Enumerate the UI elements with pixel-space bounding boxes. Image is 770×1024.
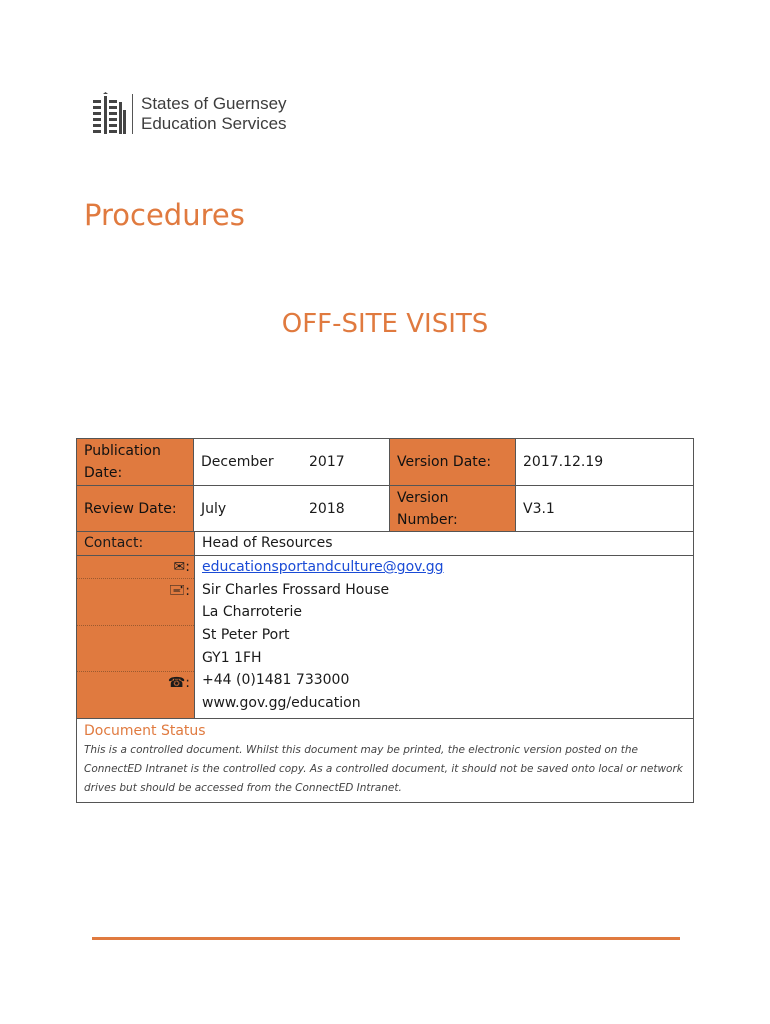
address-line-2: La Charroterie [202, 604, 302, 621]
phone-label-cell [77, 672, 194, 695]
website-spacer [77, 695, 194, 718]
table-row-review [77, 486, 693, 532]
telephone-icon: ☎ [167, 675, 186, 692]
envelope-icon: ✉ [173, 559, 186, 576]
address-line-1: Sir Charles Frossard House [202, 581, 390, 598]
logo [90, 92, 287, 136]
address-spacer [77, 626, 194, 649]
website: www.gov.gg/education [202, 695, 361, 712]
address-spacer [77, 648, 194, 672]
org-name [141, 94, 287, 134]
version-number-value: V3.1 [523, 500, 555, 517]
document-heading: OFF-SITE VISITS [281, 309, 489, 339]
contact-name: Head of Resources [195, 532, 693, 556]
document-status-title: Document Status [84, 722, 206, 739]
table-row-publication [77, 439, 693, 486]
publication-date-label: Publication Date: [77, 439, 194, 485]
logo-divider [132, 94, 133, 134]
document-status [77, 719, 693, 802]
footer-rule [92, 937, 680, 940]
org-line-1: States of Guernsey [141, 94, 287, 113]
publication-month: December [201, 454, 274, 470]
email-line [195, 556, 693, 579]
review-date-label: Review Date: [77, 486, 194, 531]
contact-values [195, 532, 693, 718]
address-line-4: GY1 1FH [202, 649, 262, 666]
publication-year: 2017 [309, 454, 345, 470]
review-month: July [201, 500, 227, 517]
contact-labels [77, 532, 195, 718]
version-date-label: Version Date: [390, 439, 516, 485]
document-info-table [76, 438, 694, 803]
address-label-cell [77, 579, 194, 602]
org-line-2: Education Services [141, 114, 287, 133]
publication-date-value [194, 439, 390, 485]
contact-label: Contact: [77, 532, 194, 556]
guernsey-crest-icon [90, 92, 128, 136]
review-date-value [194, 486, 390, 531]
review-year: 2018 [309, 500, 345, 517]
mail-address-icon: 🖃 [168, 581, 186, 598]
address-line-3: St Peter Port [202, 627, 290, 644]
email-link[interactable]: educationsportandculture@gov.gg [202, 559, 444, 576]
address-spacer [77, 602, 194, 626]
address-label: : [185, 582, 190, 599]
document-status-text: This is a controlled document. Whilst this document may be printed, the electronic version posted on the ConnectED Intranet is the controlled copy. As a controlled document, it should not be saved onto local or network drives but should be accessed from the ConnectED Intranet. [84, 743, 683, 794]
version-number-label: Version Number: [390, 486, 516, 531]
contact-block [77, 532, 693, 719]
email-label: : [185, 559, 190, 576]
version-date-value: 2017.12.19 [523, 454, 604, 470]
page-title: Procedures [84, 198, 245, 232]
email-label-cell [77, 556, 194, 580]
phone-number: +44 (0)1481 733000 [202, 672, 350, 689]
phone-label: : [185, 675, 190, 692]
